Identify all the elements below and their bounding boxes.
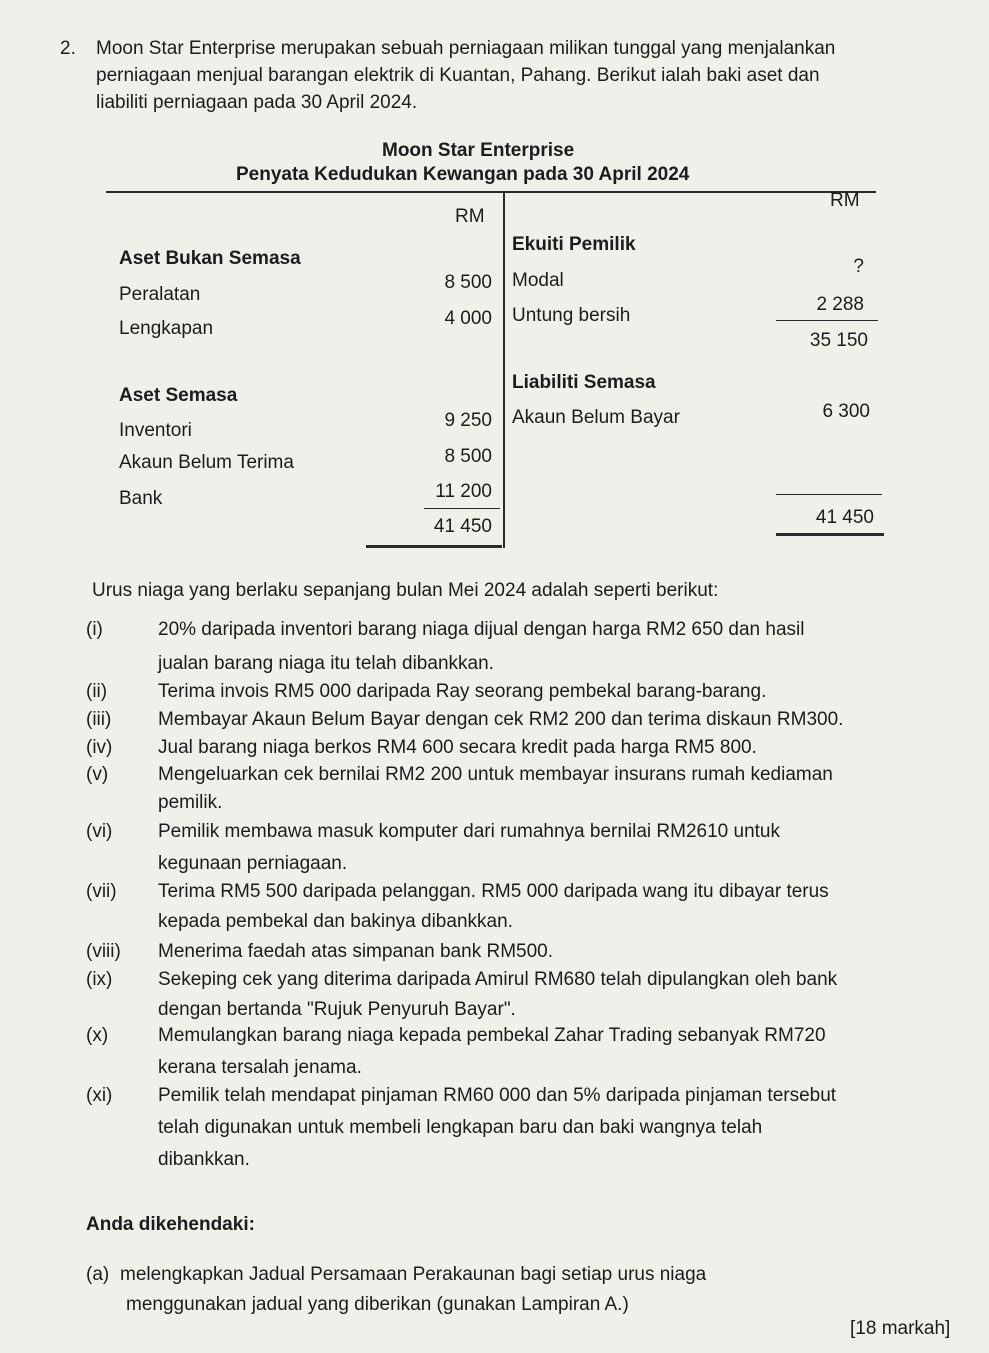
- liability-value: 6 300: [822, 401, 870, 422]
- company-name: Moon Star Enterprise: [382, 140, 575, 161]
- transaction-line: Menerima faedah atas simpanan bank RM500.: [158, 941, 554, 962]
- transaction-line: jualan barang niaga itu telah dibankkan.: [158, 653, 494, 674]
- marks-label: [18 markah]: [850, 1318, 951, 1339]
- transaction-line: Membayar Akaun Belum Bayar dengan cek RM2 200 dan terima diskaun RM300.: [158, 709, 844, 730]
- equity-total: 35 150: [809, 330, 868, 351]
- transaction-line: kegunaan perniagaan.: [158, 853, 348, 874]
- liabilities-heading: Liabiliti Semasa: [512, 372, 656, 393]
- equity-value: 2 288: [816, 294, 864, 315]
- equity-value: ?: [853, 256, 864, 277]
- transaction-label: (vii): [86, 881, 117, 902]
- asset-label: Inventori: [119, 420, 192, 441]
- transactions-intro: Urus niaga yang berlaku sepanjang bulan Mei 2024 adalah seperti berikut:: [92, 580, 719, 601]
- equity-subtotal-rule: [776, 320, 878, 321]
- transaction-label: (ix): [86, 969, 113, 990]
- column-divider: [503, 192, 505, 548]
- transaction-line: telah digunakan untuk membeli lengkapan baru dan baki wangnya telah: [158, 1117, 763, 1138]
- transaction-line: Terima RM5 500 daripada pelanggan. RM5 000 daripada wang itu dibayar terus: [158, 881, 829, 902]
- right-currency-label: RM: [830, 190, 860, 211]
- non-current-assets-heading: Aset Bukan Semasa: [119, 248, 301, 269]
- equity-label: Modal: [512, 270, 564, 291]
- transaction-line: Jual barang niaga berkos RM4 600 secara kredit pada harga RM5 800.: [158, 737, 757, 758]
- transaction-line: Pemilik telah mendapat pinjaman RM60 000 dan 5% daripada pinjaman tersebut: [158, 1085, 837, 1106]
- question-number: 2.: [60, 38, 76, 59]
- transaction-line: pemilik.: [158, 792, 223, 813]
- transaction-label: (v): [86, 764, 109, 785]
- right-total: 41 450: [815, 507, 874, 528]
- transaction-line: 20% daripada inventori barang niaga dijual dengan harga RM2 650 dan hasil: [158, 619, 805, 640]
- transaction-label: (x): [86, 1025, 109, 1046]
- transaction-line: Terima invois RM5 000 daripada Ray seorang pembekal barang-barang.: [158, 681, 767, 702]
- task-label: (a): [86, 1264, 110, 1285]
- transaction-line: Sekeping cek yang diterima daripada Amirul RM680 telah dipulangkan oleh bank: [158, 969, 838, 990]
- transaction-line: Memulangkan barang niaga kepada pembekal Zahar Trading sebanyak RM720: [158, 1025, 826, 1046]
- right-total-rule-top: [776, 494, 882, 495]
- transaction-label: (i): [86, 619, 103, 640]
- transaction-line: kerana tersalah jenama.: [158, 1057, 362, 1078]
- asset-label: Peralatan: [119, 284, 201, 305]
- title-underline: [106, 191, 876, 193]
- question-intro-line-2: perniagaan menjual barangan elektrik di Kuantan, Pahang. Berikut ialah baki aset dan: [96, 65, 820, 86]
- task-heading: Anda dikehendaki:: [86, 1214, 255, 1235]
- equity-heading: Ekuiti Pemilik: [512, 234, 636, 255]
- transaction-label: (xi): [86, 1085, 113, 1106]
- left-total-rule-top: [424, 508, 500, 509]
- equity-label: Untung bersih: [512, 305, 631, 326]
- question-intro-line-1: Moon Star Enterprise merupakan sebuah perniagaan milikan tunggal yang menjalankan: [96, 38, 836, 59]
- asset-value: 9 250: [444, 410, 492, 431]
- question-intro-line-3: liabiliti perniagaan pada 30 April 2024.: [96, 92, 418, 113]
- transaction-label: (vi): [86, 821, 113, 842]
- task-line-2: menggunakan jadual yang diberikan (gunakan Lampiran A.): [126, 1294, 629, 1315]
- asset-value: 8 500: [444, 446, 492, 467]
- asset-value: 8 500: [444, 272, 492, 293]
- transaction-line: Pemilik membawa masuk komputer dari rumahnya bernilai RM2610 untuk: [158, 821, 780, 842]
- left-currency-label: RM: [455, 206, 485, 227]
- asset-label: Lengkapan: [119, 318, 214, 339]
- transaction-line: dengan bertanda "Rujuk Penyuruh Bayar".: [158, 999, 516, 1020]
- asset-label: Bank: [119, 488, 163, 509]
- asset-value: 11 200: [435, 481, 492, 502]
- transaction-line: Mengeluarkan cek bernilai RM2 200 untuk membayar insurans rumah kediaman: [158, 764, 833, 785]
- left-total-double-rule: [366, 545, 502, 548]
- statement-title: Penyata Kedudukan Kewangan pada 30 April 2024: [236, 164, 690, 185]
- task-line-1: melengkapkan Jadual Persamaan Perakaunan bagi setiap urus niaga: [120, 1264, 707, 1285]
- transaction-line: dibankkan.: [158, 1149, 250, 1170]
- transaction-line: kepada pembekal dan bakinya dibankkan.: [158, 911, 513, 932]
- transaction-label: (viii): [86, 941, 121, 962]
- right-total-double-rule: [776, 533, 884, 536]
- asset-label: Akaun Belum Terima: [119, 452, 294, 473]
- transaction-label: (ii): [86, 681, 108, 702]
- asset-value: 4 000: [444, 308, 492, 329]
- current-assets-heading: Aset Semasa: [119, 385, 238, 406]
- liability-label: Akaun Belum Bayar: [512, 407, 680, 428]
- transaction-label: (iv): [86, 737, 113, 758]
- left-total: 41 450: [433, 516, 492, 537]
- transaction-label: (iii): [86, 709, 112, 730]
